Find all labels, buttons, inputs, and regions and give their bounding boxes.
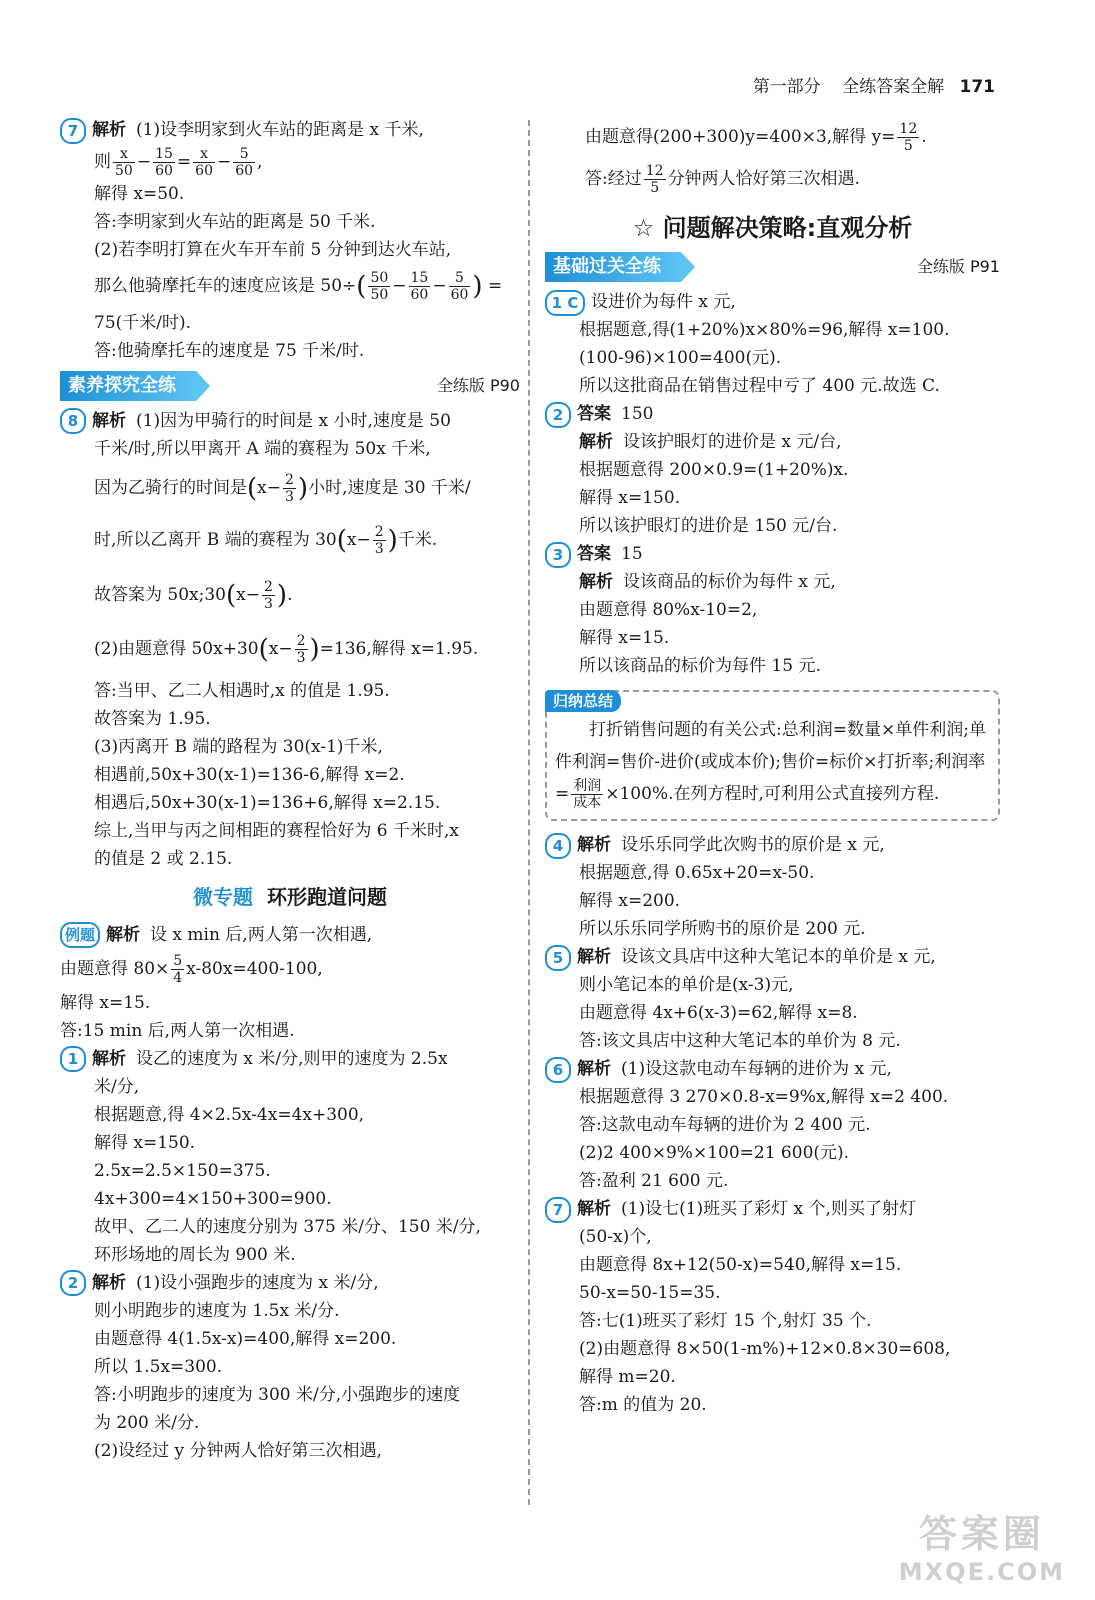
summary-tag: 归纳总结 (545, 690, 621, 712)
q-number-badge: 6 (545, 1057, 571, 1083)
text-line: 千米/时,所以甲离开 A 端的赛程为 50x 千米, (94, 438, 431, 459)
left-q2 (60, 1269, 520, 1465)
text-line: 则小笔记本的单价是(x-3)元, (579, 975, 794, 995)
text-fragment: x-80x=400-100, (186, 958, 323, 979)
text-fragment: 由题意得 80× (60, 958, 170, 979)
analysis-label: 解析 (579, 572, 613, 592)
section-banner: 素养探究全练 (60, 371, 196, 401)
text-line: 根据题意,得 4×2.5x-4x=4x+300, (94, 1104, 365, 1125)
fraction: $\frac{2}{3}$ (285, 471, 294, 505)
fraction: $\frac{2}{3}$ (374, 524, 384, 557)
text-line: (2)2 400×9%×100=21 600(元). (579, 1143, 850, 1163)
text-line: 综上,当甲与丙之间相距的赛程恰好为 6 千米时,x (94, 820, 460, 841)
text-line: 设进价为每件 x 元, (591, 292, 736, 312)
fraction: $\frac{50}{50}$ (370, 270, 389, 303)
text-line: 故甲、乙二人的速度分别为 375 米/分、150 米/分, (94, 1216, 481, 1237)
page-header (753, 72, 995, 97)
fraction: $\frac{12}{5}$ (899, 121, 918, 154)
fraction: $\frac{15}{60}$ (410, 270, 429, 303)
banner-row (545, 252, 1000, 282)
q-number-badge: 2 (60, 1270, 86, 1296)
right-column (545, 116, 1000, 1419)
right-q4 (545, 831, 1000, 943)
text-line: 根据题意,得 0.65x+20=x-50. (579, 863, 815, 883)
fraction: $\frac{\text{利润}}{\text{成本}}$ (573, 778, 602, 811)
text-line: 环形场地的周长为 900 米. (94, 1244, 296, 1265)
q-number-badge: 7 (60, 118, 86, 144)
text-line: 设 x min 后,两人第一次相遇, (150, 924, 373, 945)
fraction: $\frac{12}{5}$ (645, 163, 664, 196)
text-fragment: ×100%.在列方程时,可利用公式直接列方程. (605, 784, 940, 804)
fraction: $\frac{2}{3}$ (263, 578, 273, 612)
text-line: 解得 x=150. (94, 1132, 196, 1153)
text-line: 设乙的速度为 x 米/分,则甲的速度为 2.5x (136, 1048, 448, 1069)
watermark-line1: 答案圈 (918, 1512, 1045, 1556)
text-line: 由题意得 80%x-10=2, (579, 600, 758, 620)
answer-label: 答案 (577, 404, 611, 424)
text-line: 由题意得 8x+12(50-x)=540,解得 x=15. (579, 1255, 902, 1275)
text-line: (2)设经过 y 分钟两人恰好第三次相遇, (94, 1440, 382, 1461)
text-line: (3)丙离开 B 端的路程为 30(x-1)千米, (94, 736, 383, 757)
text-line: 所以该护眼灯的进价是 150 元/台. (579, 516, 838, 536)
text-line: (1)设七(1)班买了彩灯 x 个,则买了射灯 (621, 1199, 916, 1219)
right-continuation (545, 116, 1000, 200)
right-q6 (545, 1055, 1000, 1195)
text-line: 所以 1.5x=300. (94, 1356, 223, 1377)
text-line: 答:他骑摩托车的速度是 75 千米/时. (94, 340, 365, 361)
q-number-badge: 8 (60, 408, 86, 434)
example-badge: 例题 (60, 922, 100, 948)
text-line: 相遇前,50x+30(x-1)=136-6,解得 x=2. (94, 764, 405, 785)
left-q7 (60, 116, 520, 365)
text-fragment: (2)由题意得 50x+30 (94, 639, 259, 659)
text-fragment: 则 (94, 152, 111, 172)
text-line: 故答案为 1.95. (94, 708, 211, 729)
text-line: 设该文具店中这种大笔记本的单价是 x 元, (621, 947, 936, 967)
q-number-badge: 1 C (545, 290, 585, 316)
left-q8 (60, 407, 520, 873)
text-fragment: 分钟两人恰好第三次相遇. (667, 169, 860, 189)
equation-line: 因为乙骑行的时间是(x− $\frac{2}{3}$ )小时,速度是 30 千米/ (94, 471, 471, 505)
text-line: 答:m 的值为 20. (579, 1395, 707, 1415)
text-line: 答:李明家到火车站的距离是 50 千米. (94, 212, 376, 232)
analysis-label: 解析 (579, 432, 613, 452)
fraction: $\frac{x}{60}$ (195, 146, 213, 179)
analysis-label: 解析 (92, 410, 126, 431)
text-fragment: 故答案为 50x;30 (94, 584, 226, 605)
text-line: 所以该商品的标价为每件 15 元. (579, 656, 821, 676)
q-number-badge: 1 (60, 1046, 86, 1072)
right-q2 (545, 400, 1000, 540)
text-line: 的值是 2 或 2.15. (94, 848, 233, 869)
text-line: 75(千米/时). (94, 312, 192, 333)
equation-line: 则 $\frac{x}{50}$ − $\frac{15}{60}$ = $\frac{x}{60}$ − $\frac{5}{60}$ , (94, 146, 263, 179)
equation-line: 由题意得(200+300)y=400×3,解得 y= $\frac{12}{5}$ . (585, 121, 927, 154)
watermark-line2: MXQE.COM (898, 1558, 1065, 1586)
equation-line: 故答案为 50x;30(x− $\frac{2}{3}$ ). (94, 578, 293, 612)
text-line: 答:小明跑步的速度为 300 米/分,小强跑步的速度 (94, 1384, 461, 1405)
right-q7 (545, 1195, 1000, 1419)
analysis-label: 解析 (577, 1199, 611, 1219)
section-title: ☆ 问题解决策略:直观分析 (632, 214, 913, 242)
text-line: 解得 x=15. (579, 628, 670, 648)
text-line: 由题意得 4(1.5x-x)=400,解得 x=200. (94, 1328, 397, 1349)
page-reference: 全练版 P90 (436, 375, 520, 395)
text-line: 解得 x=150. (579, 488, 681, 508)
q-number-badge: 2 (545, 402, 571, 428)
text-line: 相遇后,50x+30(x-1)=136+6,解得 x=2.15. (94, 792, 441, 813)
text-line: 所以这批商品在销售过程中亏了 400 元.故选 C. (579, 376, 940, 396)
text-line: 由题意得 4x+6(x-3)=62,解得 x=8. (579, 1003, 858, 1023)
section-banner: 基础过关全练 (545, 252, 681, 282)
answer-value: 15 (621, 544, 643, 564)
text-line: (100-96)×100=400(元). (579, 348, 782, 368)
fraction: $\frac{2}{3}$ (296, 633, 306, 666)
text-line: 设乐乐同学此次购书的原价是 x 元, (621, 835, 885, 855)
analysis-label: 解析 (92, 1048, 126, 1069)
text-fragment: 那么他骑摩托车的速度应该是 50÷ (94, 276, 357, 296)
text-line: 为 200 米/分. (94, 1412, 200, 1433)
text-line: (1)设李明家到火车站的距离是 x 千米, (136, 120, 424, 140)
text-line: (50-x)个, (579, 1227, 652, 1247)
right-q1 (545, 288, 1000, 400)
fraction: $\frac{5}{60}$ (235, 146, 254, 179)
analysis-label: 解析 (106, 924, 140, 945)
equation-line (545, 158, 1000, 200)
text-line: 答:七(1)班买了彩灯 15 个,射灯 35 个. (579, 1311, 872, 1331)
analysis-label: 解析 (577, 835, 611, 855)
text-line: 根据题意得 3 270×0.8-x=9%x,解得 x=2 400. (579, 1087, 949, 1107)
text-fragment: 由题意得(200+300)y=400×3,解得 y= (585, 127, 896, 147)
text-fragment: 打折销售问题的有关公式:总利润=数量×单件利润;单件利润=售价-进价(或成本价);售价=标价×打折率;利润率= (555, 720, 986, 804)
q-number-badge: 3 (545, 542, 571, 568)
fraction: $\frac{x}{50}$ (115, 146, 133, 179)
text-line: (1)设小强跑步的速度为 x 米/分, (136, 1272, 379, 1293)
text-line: 解得 x=50. (94, 184, 185, 204)
text-line: (1)因为甲骑行的时间是 x 小时,速度是 50 (136, 410, 451, 431)
q-number-badge: 5 (545, 945, 571, 971)
text-line: 根据题意得 200×0.9=(1+20%)x. (579, 460, 849, 480)
page-reference: 全练版 P91 (916, 257, 1000, 276)
answer-value: 150 (621, 404, 654, 424)
left-q1 (60, 1045, 520, 1269)
text-line: (1)设这款电动车每辆的进价为 x 元, (621, 1059, 892, 1079)
example-block (60, 921, 520, 1045)
answer-label: 答案 (577, 544, 611, 564)
header-section: 第一部分 (752, 77, 821, 97)
text-line: 50-x=50-15=35. (579, 1283, 721, 1303)
text-line: (2)若李明打算在火车开车前 5 分钟到达火车站, (94, 240, 452, 260)
analysis-label: 解析 (577, 1059, 611, 1079)
text-line: 2.5x=2.5×150=375. (94, 1160, 271, 1181)
text-fragment: =136,解得 x=1.95. (319, 639, 479, 659)
watermark-logo (899, 1503, 1065, 1586)
analysis-label: 解析 (577, 947, 611, 967)
text-fragment: 答:经过 (585, 169, 642, 189)
fraction: $\frac{15}{60}$ (155, 146, 173, 179)
right-q3 (545, 540, 1000, 680)
q-number-badge: 7 (545, 1197, 571, 1223)
text-line: 解得 x=15. (60, 992, 151, 1013)
equation-line: 那么他骑摩托车的速度应该是 50÷( $\frac{50}{50}$ − $\frac{15}{60}$ − $\frac{5}{60}$ ) = (94, 270, 503, 303)
text-line: 设该护眼灯的进价是 x 元/台, (623, 432, 842, 452)
text-line: 则小明跑步的速度为 1.5x 米/分. (94, 1300, 340, 1321)
q-number-badge: 4 (545, 833, 571, 859)
text-line: 答:该文具店中这种大笔记本的单价为 8 元. (579, 1031, 901, 1051)
text-line: 解得 m=20. (579, 1367, 676, 1387)
banner-row (60, 371, 520, 401)
equation-line: 时,所以乙离开 B 端的赛程为 30(x− $\frac{2}{3}$ )千米. (94, 524, 438, 557)
text-line: 答:这款电动车每辆的进价为 2 400 元. (579, 1115, 871, 1135)
text-line: 米/分, (94, 1076, 140, 1097)
fraction: $\frac{5}{4}$ (173, 952, 183, 986)
text-fragment: 千米. (397, 530, 438, 550)
micro-topic-title (60, 883, 520, 911)
summary-text (555, 714, 990, 811)
header-title: 全练答案全解 (842, 77, 945, 97)
text-line: 答:盈利 21 600 元. (579, 1171, 729, 1191)
page-number: 171 (959, 77, 995, 97)
column-divider (528, 120, 530, 1505)
text-line: 解得 x=200. (579, 891, 681, 911)
text-fragment: 小时,速度是 30 千米/ (308, 477, 471, 498)
text-line: (2)由题意得 8×50(1-m%)+12×0.8×30=608, (579, 1339, 951, 1359)
text-line: 答:当甲、乙二人相遇时,x 的值是 1.95. (94, 680, 390, 701)
equation-line (60, 949, 520, 989)
micro-topic-tag: 微专题 (193, 884, 253, 909)
text-line: 所以乐乐同学所购书的原价是 200 元. (579, 919, 866, 939)
fraction: $\frac{5}{60}$ (450, 270, 469, 303)
text-line: 根据题意,得(1+20%)x×80%=96,解得 x=100. (579, 320, 950, 340)
equation-line: (2)由题意得 50x+30(x− $\frac{2}{3}$ )=136,解得 x=1.95. (94, 633, 479, 666)
analysis-label: 解析 (92, 120, 126, 140)
micro-topic-name: 环形跑道问题 (267, 884, 387, 909)
left-column (60, 116, 520, 1465)
summary-box (545, 690, 1000, 821)
text-fragment: 因为乙骑行的时间是 (94, 477, 247, 498)
analysis-label: 解析 (92, 1272, 126, 1293)
text-line: 设该商品的标价为每件 x 元, (623, 572, 836, 592)
right-q5 (545, 943, 1000, 1055)
text-fragment: 时,所以乙离开 B 端的赛程为 30 (94, 530, 337, 550)
text-line: 答:15 min 后,两人第一次相遇. (60, 1020, 295, 1041)
text-line: 4x+300=4×150+300=900. (94, 1188, 332, 1209)
